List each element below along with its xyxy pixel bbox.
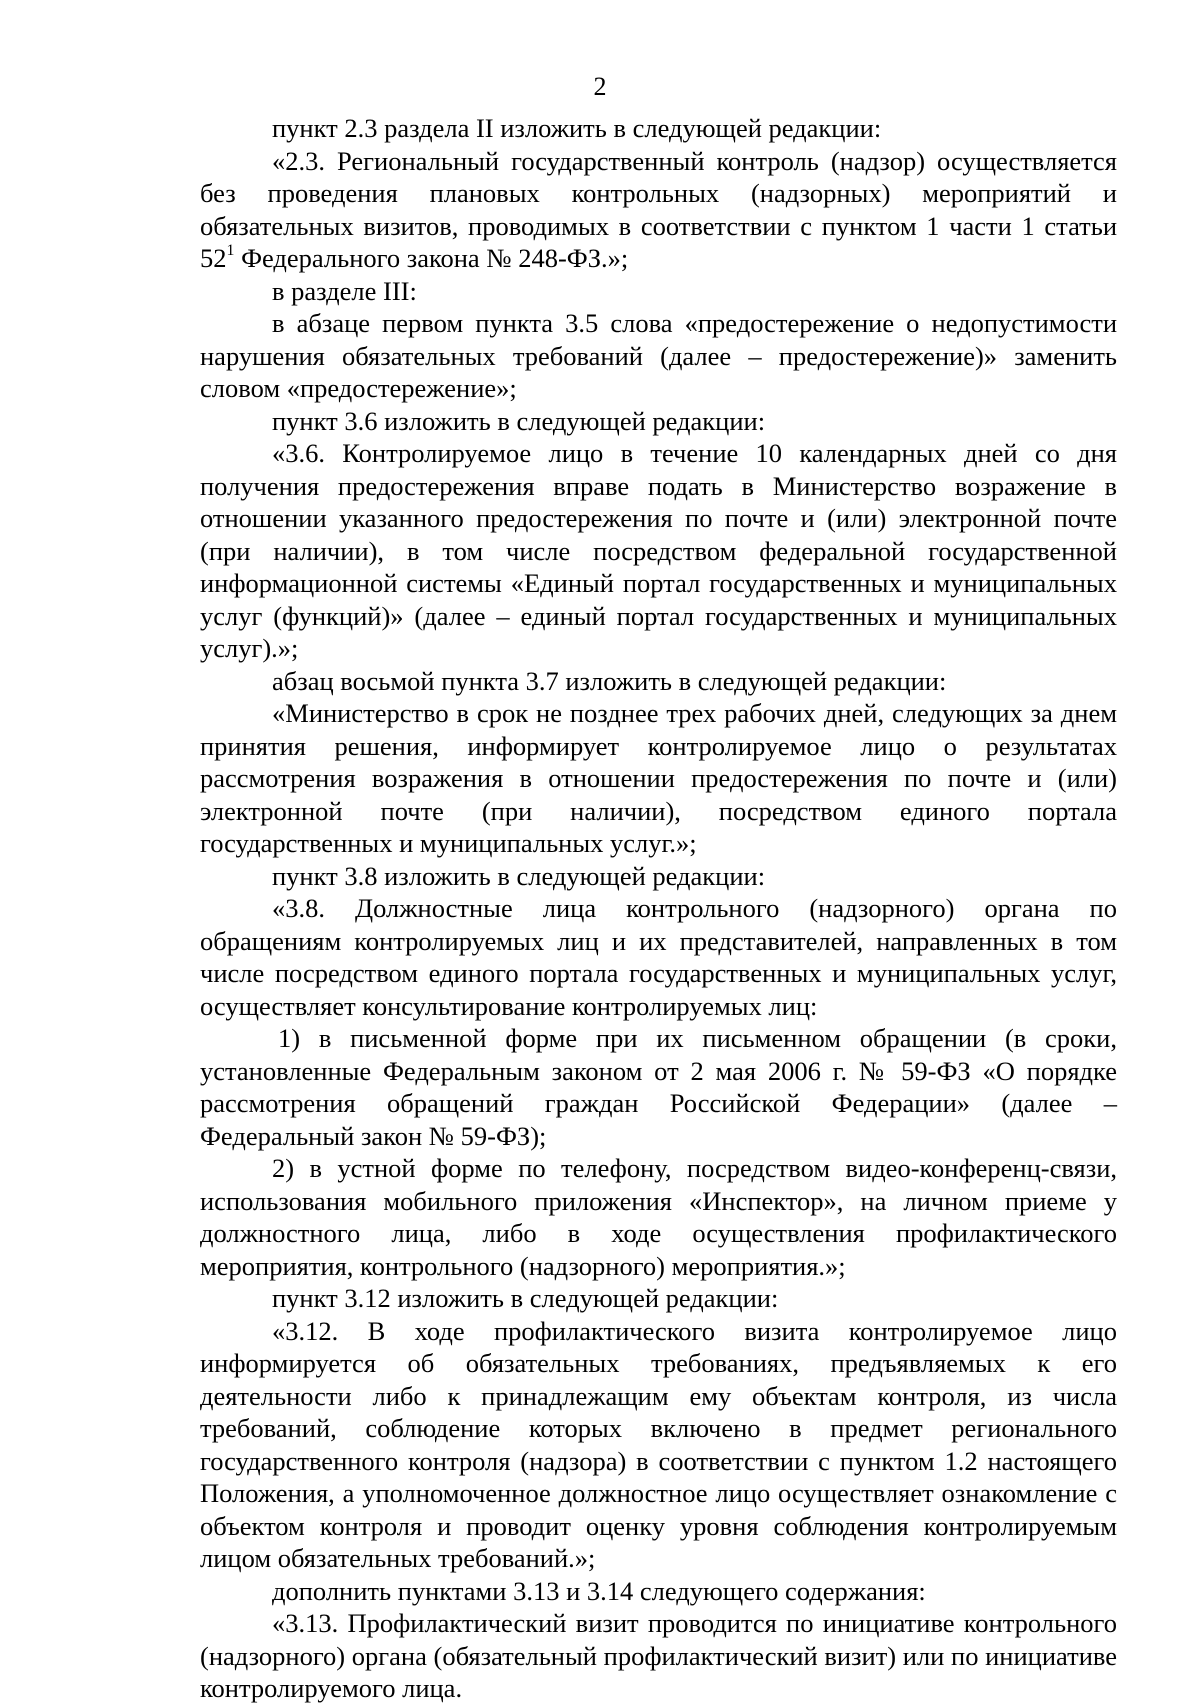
paragraph: в абзаце первом пункта 3.5 слова «предостережение о недопустимости нарушения обязательных требований (далее – предостережение)» заменить словом «предостережение»; xyxy=(200,308,1117,403)
paragraph-text-tail: Федерального закона № 248-ФЗ.»; xyxy=(234,243,629,273)
paragraph: «3.12. В ходе профилактического визита контролируемое лицо информируется об обязательных требованиях, предъявляемых к его деятельности либо к принадлежащим ему объектам контроля, из числа требований, соблюдение которых включено в предмет регионального государственного контроля (надзора) в соответствии с пунктом 1.2 настоящего Положения, а уполномоченное должностное лицо осуществляет ознакомление с объектом контроля и проводит оценку уровня соблюдения контролируемым лицом обязательных требований.»; xyxy=(200,1315,1117,1573)
paragraph-text: «2.3. Региональный государственный контроль (надзор) осуществляется без проведения плановых контрольных (надзорных) мероприятий и обязательных визитов, проводимых в соответствии с пунктом 1 части 1 статьи 52 xyxy=(200,145,1117,273)
paragraph: абзац восьмой пункта 3.7 изложить в следующей редакции: xyxy=(272,665,947,696)
paragraph: «Министерство в срок не позднее трех рабочих дней, следующих за днем принятия решения, информирует контролируемое лицо о результатах рассмотрения возражения в отношении предостережения по почте и (или) электронной почте (при наличии), посредством единого портала государственных и муниципальных услуг.»; xyxy=(200,698,1117,858)
paragraph: «3.6. Контролируемое лицо в течение 10 календарных дней со дня получения предостережения вправе подать в Министерство возражение в отношении указанного предостережения по почте и (или) электронной почте (при наличии), в том числе посредством федеральной государственной информационной системы «Единый портал государственных и муниципальных услуг (функций)» (далее – единый портал государственных и муниципальных услуг).»; xyxy=(200,438,1117,663)
list-item-1: 1) в письменной форме при их письменном обращении (в сроки, установленные Федеральным законом от 2 мая 2006 г. № 59-ФЗ «О порядке рассмотрения обращений граждан Российской Федерации» (далее – Федеральный закон № 59-ФЗ); xyxy=(200,1023,1117,1151)
paragraph: «3.8. Должностные лица контрольного (надзорного) органа по обращениям контролируемых лиц и их представителей, направленных в том числе посредством единого портала государственных и муниципальных услуг, осуществляет консультирование контролируемых лиц: xyxy=(200,893,1117,1021)
document-body xyxy=(200,112,1117,1705)
paragraph: пункт 3.8 изложить в следующей редакции: xyxy=(272,860,766,891)
paragraph: «3.13. Профилактический визит проводится по инициативе контрольного (надзорного) органа (обязательный профилактический визит) или по инициативе контролируемого лица. xyxy=(200,1608,1117,1703)
paragraph-quoted-2-3 xyxy=(200,145,1117,275)
list-item-2: 2) в устной форме по телефону, посредством видео-конференц-связи, использования мобильного приложения «Инспектор», на личном приеме у должностного лица, либо в ходе осуществления профилактического мероприятия, контрольного (надзорного) мероприятия.»; xyxy=(200,1153,1117,1281)
page-number: 2 xyxy=(593,72,607,101)
superscript: 1 xyxy=(226,241,235,259)
paragraph: в разделе III: xyxy=(272,275,417,306)
paragraph: пункт 3.12 изложить в следующей редакции: xyxy=(272,1283,779,1313)
paragraph: дополнить пунктами 3.13 и 3.14 следующего содержания: xyxy=(272,1575,926,1606)
paragraph: пункт 3.6 изложить в следующей редакции: xyxy=(272,405,766,436)
paragraph: пункт 2.3 раздела II изложить в следующей редакции: xyxy=(272,113,882,143)
